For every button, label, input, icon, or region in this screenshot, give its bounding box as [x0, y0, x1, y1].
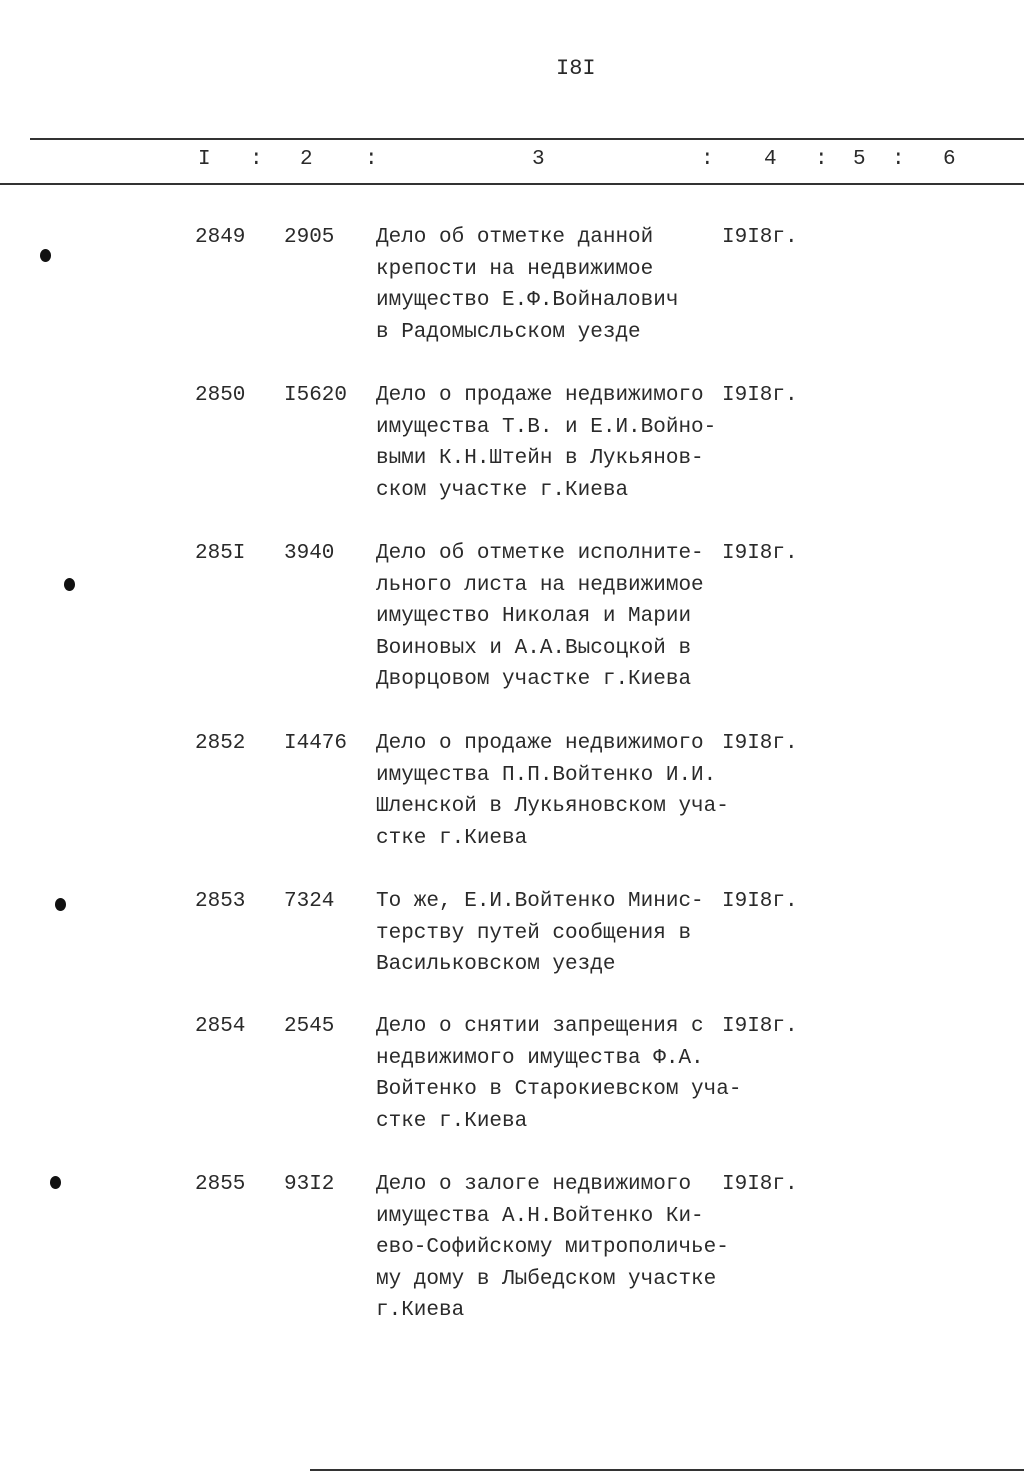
description-line: имущество Е.Ф.Войналович [376, 289, 679, 312]
entry-description [376, 538, 704, 696]
description-line: крепости на недвижимое [376, 257, 654, 281]
punch-hole-mark [50, 1176, 61, 1189]
description-line: льного листа на недвижимое [376, 573, 704, 597]
entry-number: 2854 [195, 1015, 246, 1038]
description-line: му дому в Лыбедском участке [376, 1267, 717, 1291]
description-line: Войтенко в Старокиевском уча- [376, 1078, 742, 1101]
header-sep: : [815, 148, 828, 171]
description-line: имущества А.Н.Войтенко Ки- [376, 1204, 704, 1228]
description-line: Дело о залоге недвижимого [376, 1173, 692, 1196]
header-sep: : [365, 148, 378, 171]
header-sep: : [892, 148, 905, 171]
description-line: стке г.Киева [376, 1109, 528, 1133]
description-line: терству путей сообщения в [376, 921, 692, 945]
entry-old-number: 2905 [284, 226, 335, 249]
entry-description [376, 222, 678, 348]
header-sep: : [250, 148, 263, 171]
header-bottom-rule [0, 183, 1024, 185]
bottom-rule [310, 1469, 1024, 1471]
entry-year: I9I8г. [722, 384, 798, 407]
entry-number: 2849 [195, 226, 246, 249]
header-sep: : [701, 148, 714, 171]
entry-year: I9I8г. [722, 732, 798, 755]
page-number: I8I [556, 56, 596, 81]
entry-number: 2853 [195, 890, 246, 913]
punch-hole-mark [64, 578, 75, 591]
description-line: Дело о продаже недвижимого [376, 732, 704, 755]
description-line: г.Киева [376, 1299, 465, 1322]
description-line: выми К.Н.Штейн в Лукьянов- [376, 447, 704, 470]
description-line: ево-Софийскому митрополичье- [376, 1236, 729, 1259]
header-col-1: I [198, 148, 211, 171]
header-col-5: 5 [853, 148, 866, 171]
header-col-3: 3 [532, 148, 545, 171]
header-col-4: 4 [764, 148, 777, 171]
entry-year: I9I8г. [722, 542, 798, 565]
description-line: имущество Николая и Марии [376, 605, 692, 628]
description-line: недвижимого имущества Ф.А. [376, 1046, 704, 1070]
punch-hole-mark [55, 898, 66, 911]
entry-old-number: 2545 [284, 1015, 335, 1038]
entry-number: 2855 [195, 1173, 246, 1196]
entry-number: 2850 [195, 384, 246, 407]
description-line: Дело об отметке данной [376, 226, 654, 249]
description-line: Дело об отметке исполните- [376, 542, 704, 565]
description-line: Васильковском уезде [376, 953, 616, 976]
header-top-rule [30, 138, 1024, 140]
entry-old-number: I5620 [284, 384, 348, 407]
header-col-6: 6 [943, 148, 956, 171]
entry-description [376, 1011, 741, 1137]
entry-old-number: 3940 [284, 542, 335, 565]
description-line: Шленской в Лукьяновском уча- [376, 795, 729, 818]
entry-old-number: 7324 [284, 890, 335, 913]
description-line: ском участке г.Киева [376, 478, 629, 502]
header-col-2: 2 [300, 148, 313, 171]
description-line: Дворцовом участке г.Киева [376, 668, 692, 691]
description-line: Дело о снятии запрещения с [376, 1015, 704, 1038]
entry-description [376, 728, 729, 854]
entry-description [376, 1169, 729, 1327]
entry-description [376, 380, 716, 506]
entry-number: 2852 [195, 732, 246, 755]
description-line: в Радомысльском уезде [376, 320, 641, 344]
entry-old-number: 93I2 [284, 1173, 335, 1196]
description-line: То же, Е.И.Войтенко Минис- [376, 890, 704, 913]
entry-year: I9I8г. [722, 1173, 798, 1196]
description-line: имущества П.П.Войтенко И.И. [376, 763, 717, 787]
entry-description [376, 886, 704, 981]
description-line: Дело о продаже недвижимого [376, 384, 704, 407]
entry-year: I9I8г. [722, 890, 798, 913]
description-line: стке г.Киева [376, 826, 528, 850]
description-line: имущества Т.В. и Е.И.Войно- [376, 415, 717, 439]
entry-year: I9I8г. [722, 226, 798, 249]
description-line: Воиновых и А.А.Высоцкой в [376, 636, 692, 660]
entry-year: I9I8г. [722, 1015, 798, 1038]
entry-old-number: I4476 [284, 732, 348, 755]
entry-number: 285I [195, 542, 246, 565]
punch-hole-mark [40, 249, 51, 262]
